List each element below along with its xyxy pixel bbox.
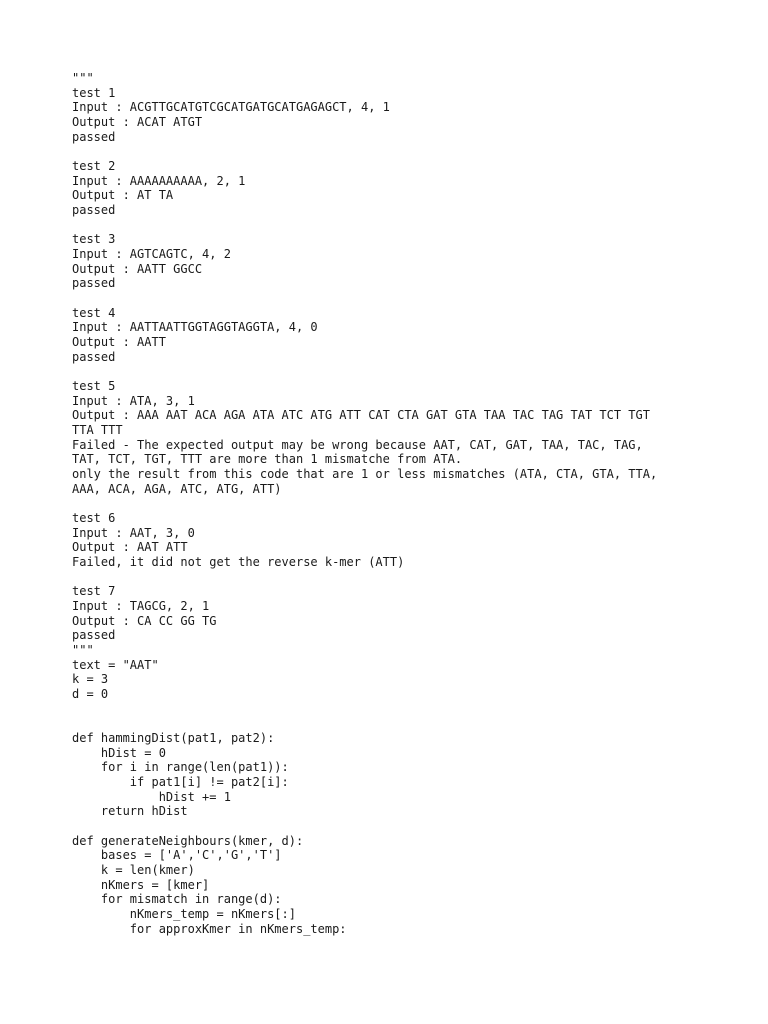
code-line: Output : AAT ATT	[72, 540, 188, 555]
code-line: Input : AGTCAGTC, 4, 2	[72, 247, 231, 262]
code-line	[72, 716, 732, 731]
code-line: hDist += 1	[72, 789, 231, 804]
code-line: for approxKmer in nKmers_temp:	[72, 921, 347, 936]
code-line: passed	[72, 203, 116, 218]
code-line: bases = ['A','C','G','T']	[72, 848, 282, 863]
code-line	[72, 218, 732, 233]
code-line: """	[72, 71, 94, 85]
code-line: AAA, ACA, AGA, ATC, ATG, ATT)	[72, 481, 282, 496]
code-line: text = "AAT"	[72, 657, 159, 672]
code-line: Input : TAGCG, 2, 1	[72, 599, 210, 614]
code-line	[72, 291, 732, 306]
code-line	[72, 496, 732, 511]
code-text-block	[72, 71, 732, 937]
code-line: Failed - The expected output may be wrong because AAT, CAT, GAT, TAA, TAC, TAG,	[72, 437, 643, 452]
code-line: TTA TTT	[72, 423, 123, 438]
code-line	[72, 702, 732, 717]
code-line: test 7	[72, 584, 116, 599]
code-line: passed	[72, 628, 116, 643]
code-line: Input : AAT, 3, 0	[72, 525, 195, 540]
code-line: for mismatch in range(d):	[72, 892, 282, 907]
code-line: Output : AATT	[72, 335, 166, 350]
code-line: for i in range(len(pat1)):	[72, 760, 289, 775]
code-line: k = len(kmer)	[72, 863, 195, 878]
code-line: k = 3	[72, 672, 109, 687]
code-line: Input : AATTAATTGGTAGGTAGGTA, 4, 0	[72, 320, 318, 335]
code-line: test 2	[72, 159, 116, 174]
code-line: passed	[72, 349, 116, 364]
code-line	[72, 364, 732, 379]
code-line: test 1	[72, 85, 116, 100]
code-line: passed	[72, 129, 116, 144]
code-line: if pat1[i] != pat2[i]:	[72, 775, 289, 790]
code-line: Failed, it did not get the reverse k-mer (ATT)	[72, 555, 405, 570]
code-line	[72, 570, 732, 585]
code-line: Output : AT TA	[72, 188, 174, 203]
code-line: def generateNeighbours(kmer, d):	[72, 833, 304, 848]
code-line: TAT, TCT, TGT, TTT are more than 1 mismatche from ATA.	[72, 452, 463, 467]
code-line: Input : ATA, 3, 1	[72, 393, 195, 408]
code-line	[72, 819, 732, 834]
code-line: only the result from this code that are 1 or less mismatches (ATA, CTA, GTA, TTA,	[72, 467, 658, 482]
code-line: Output : AAA AAT ACA AGA ATA ATC ATG ATT CAT CTA GAT GTA TAA TAC TAG TAT TCT TGT	[72, 408, 650, 423]
code-line: Output : ACAT ATGT	[72, 115, 203, 130]
code-line: test 5	[72, 379, 116, 394]
code-line: test 4	[72, 305, 116, 320]
code-line: Input : AAAAAAAAAA, 2, 1	[72, 173, 246, 188]
code-line: test 3	[72, 232, 116, 247]
code-line: Output : CA CC GG TG	[72, 613, 217, 628]
code-line: passed	[72, 276, 116, 291]
code-line: return hDist	[72, 804, 188, 819]
code-line: Output : AATT GGCC	[72, 261, 203, 276]
code-line: hDist = 0	[72, 745, 166, 760]
code-line: """	[72, 643, 94, 658]
code-line	[72, 144, 732, 159]
code-line: nKmers = [kmer]	[72, 877, 210, 892]
code-line: test 6	[72, 511, 116, 526]
code-line: def hammingDist(pat1, pat2):	[72, 731, 275, 746]
code-line: d = 0	[72, 687, 109, 702]
code-line: nKmers_temp = nKmers[:]	[72, 907, 296, 922]
code-line: Input : ACGTTGCATGTCGCATGATGCATGAGAGCT, 4, 1	[72, 100, 390, 115]
